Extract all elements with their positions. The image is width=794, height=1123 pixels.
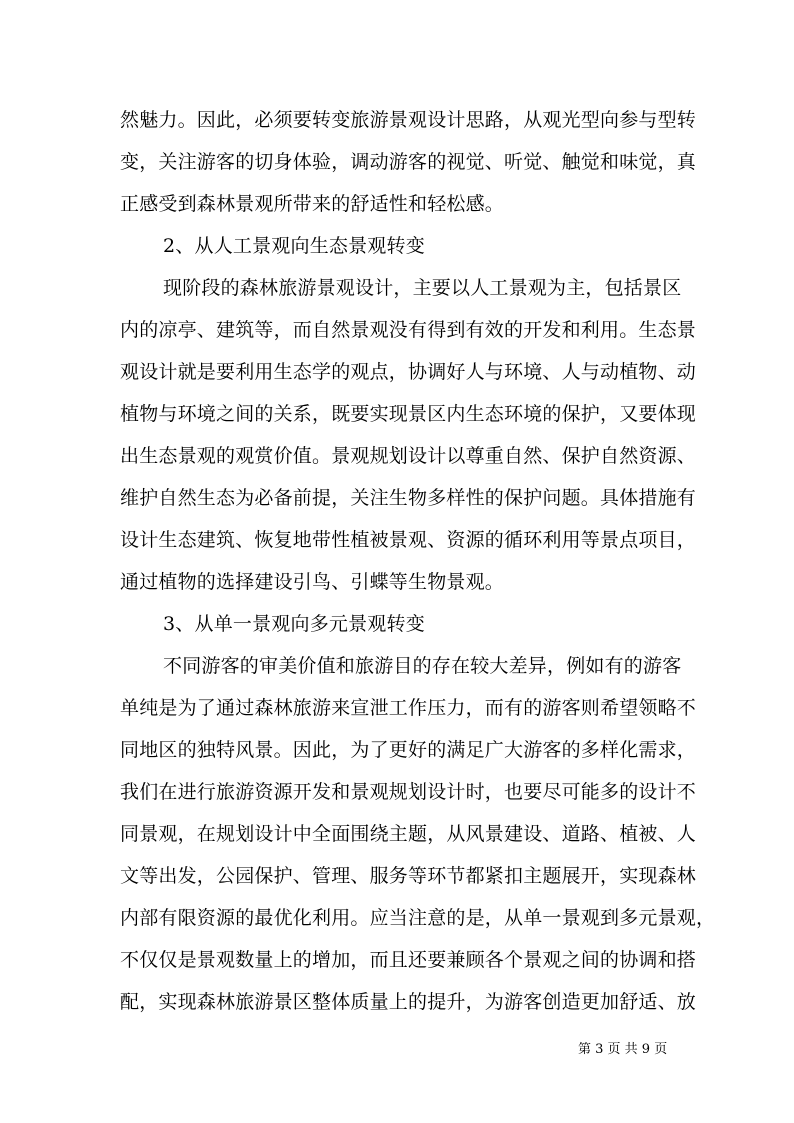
body-line: 设计生态建筑、恢复地带性植被景观、资源的循环利用等景点项目，	[120, 529, 697, 551]
paragraph-first-line: 现阶段的森林旅游景观设计，主要以人工景观为主，包括景区	[163, 277, 682, 299]
body-line: 植物与环境之间的关系，既要实现景区内生态环境的保护，又要体现	[120, 403, 697, 425]
body-line: 内的凉亭、建筑等，而自然景观没有得到有效的开发和利用。生态景	[120, 319, 697, 341]
body-line: 同景观，在规划设计中全面围绕主题，从风景建设、道路、植被、人	[120, 823, 697, 845]
body-line: 通过植物的选择建设引鸟、引蝶等生物景观。	[120, 571, 505, 593]
body-line: 出生态景观的观赏价值。景观规划设计以尊重自然、保护自然资源、	[120, 445, 697, 467]
body-line: 文等出发，公园保护、管理、服务等环节都紧扣主题展开，实现森林	[120, 865, 697, 887]
body-line: 我们在进行旅游资源开发和景观规划设计时，也要尽可能多的设计不	[120, 781, 697, 803]
body-line: 配，实现森林旅游景区整体质量上的提升，为游客创造更加舒适、放	[120, 991, 697, 1013]
body-line: 内部有限资源的最优化利用。应当注意的是，从单一景观到多元景观，	[120, 907, 716, 929]
body-line: 变，关注游客的切身体验，调动游客的视觉、听觉、触觉和味觉，真	[120, 151, 697, 173]
page-number: 第 3 页 共 9 页	[578, 1042, 668, 1057]
body-line: 正感受到森林景观所带来的舒适性和轻松感。	[120, 193, 505, 215]
body-line: 维护自然生态为必备前提，关注生物多样性的保护问题。具体措施有	[120, 487, 697, 509]
body-line: 单纯是为了通过森林旅游来宣泄工作压力，而有的游客则希望领略不	[120, 697, 697, 719]
body-line: 同地区的独特风景。因此，为了更好的满足广大游客的多样化需求，	[120, 739, 697, 761]
body-line: 不仅仅是景观数量上的增加，而且还要兼顾各个景观之间的协调和搭	[120, 949, 697, 971]
body-line: 然魅力。因此，必须要转变旅游景观设计思路，从观光型向参与型转	[120, 109, 697, 131]
body-line: 观设计就是要利用生态学的观点，协调好人与环境、人与动植物、动	[120, 361, 697, 383]
section-heading: 2、从人工景观向生态景观转变	[163, 235, 425, 257]
paragraph-first-line: 不同游客的审美价值和旅游目的存在较大差异，例如有的游客	[163, 655, 682, 677]
section-heading: 3、从单一景观向多元景观转变	[163, 613, 425, 635]
